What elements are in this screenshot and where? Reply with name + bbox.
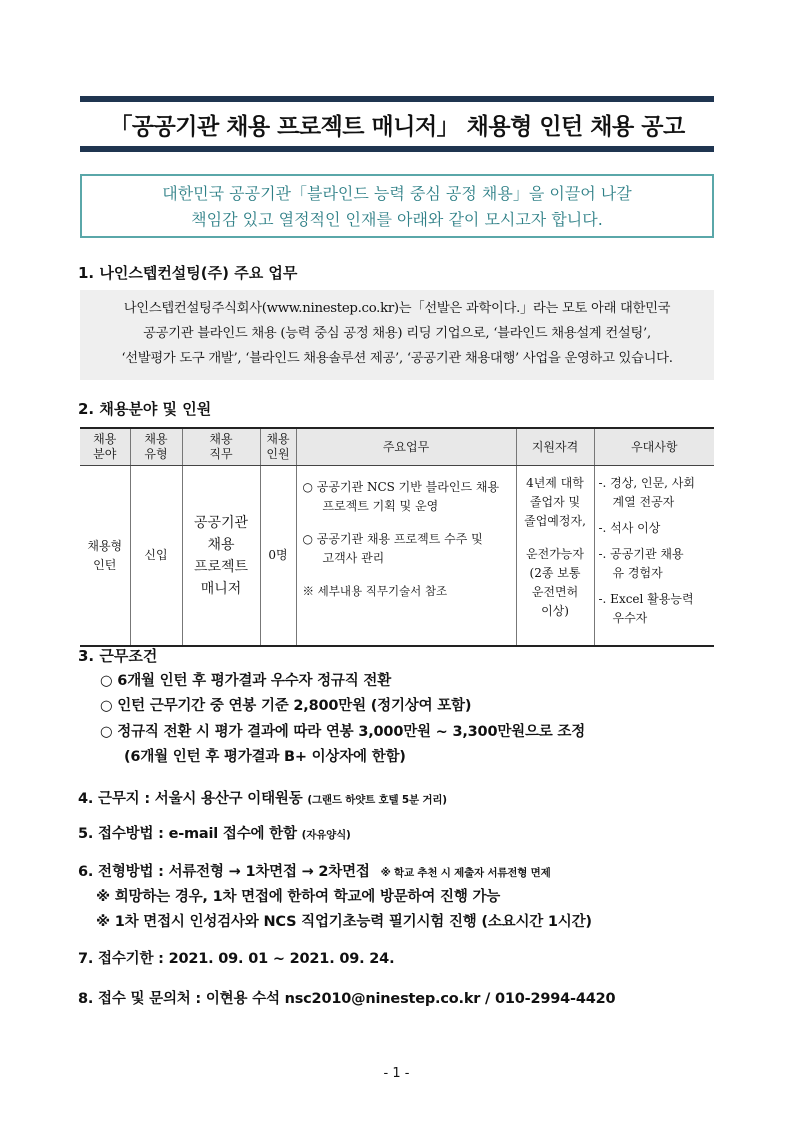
section-3-heading: 3. 근무조건 bbox=[78, 647, 158, 665]
section-6-process: 6. 전형방법 : 서류전형 → 1차면접 → 2차면접 ※ 학교 추천 시 제출자 서류전형 면제 bbox=[78, 864, 551, 880]
table-header-row bbox=[80, 428, 714, 466]
cell-qual: 4년제 대학 졸업자 및 졸업예정자, 운전가능자 (2종 보통 운전면허 이상) bbox=[516, 466, 594, 647]
cell-prefer: -. 경상, 인문, 사회 계열 전공자 -. 석사 이상 -. 공공기관 채용 유 경험자 -. Excel 활용능력 우수자 bbox=[594, 466, 714, 647]
header-count: 채용 인원 bbox=[260, 428, 296, 466]
cell-duty: ○ 공공기관 NCS 기반 블라인드 채용 프로젝트 기획 및 운영 ○ 공공기관 채용 프로젝트 수주 및 고객사 관리 ※ 세부내용 직무기술서 참조 bbox=[296, 466, 516, 647]
section-1-heading: 1. 나인스텝컨설팅(주) 주요 업무 bbox=[78, 264, 298, 282]
header-duty: 주요업무 bbox=[296, 428, 516, 466]
condition-item-2: ○ 인턴 근무기간 중 연봉 기준 2,800만원 (정기상여 포함) bbox=[100, 698, 472, 714]
intro-line-2: 책임감 있고 열정적인 인재를 아래와 같이 모시고자 합니다. bbox=[191, 210, 603, 229]
page-number: - 1 - bbox=[383, 1066, 410, 1081]
cell-field: 채용형 인턴 bbox=[80, 466, 130, 647]
process-line-3: ※ 1차 면접시 인성검사와 NCS 직업기초능력 필기시험 진행 (소요시간 1시간) bbox=[96, 914, 592, 930]
header-type: 채용 유형 bbox=[130, 428, 182, 466]
header-qual: 지원자격 bbox=[516, 428, 594, 466]
section-2-heading: 2. 채용분야 및 인원 bbox=[78, 400, 212, 418]
header-field: 채용 분야 bbox=[80, 428, 130, 466]
process-line-2: ※ 희망하는 경우, 1차 면접에 한하여 학교에 방문하여 진행 가능 bbox=[96, 889, 501, 905]
intro-line-1: 대한민국 공공기관「블라인드 능력 중심 공정 채용」을 이끌어 나갈 bbox=[162, 184, 632, 203]
section-8-contact: 8. 접수 및 문의처 : 이현용 수석 nsc2010@ninestep.co.kr / 010-2994-4420 bbox=[78, 991, 616, 1007]
company-line-2: 공공기관 블라인드 채용 (능력 중심 공정 채용) 리딩 기업으로, ‘블라인드 채용설계 컨설팅’, bbox=[143, 326, 651, 341]
section-4-location: 4. 근무지 : 서울시 용산구 이태원동 (그랜드 하얏트 호텔 5분 거리) bbox=[78, 791, 447, 807]
cell-count: 0명 bbox=[260, 466, 296, 647]
title-banner bbox=[80, 96, 714, 152]
condition-item-3-note: (6개월 인턴 후 평가결과 B+ 이상자에 한함) bbox=[124, 749, 406, 765]
cell-type: 신입 bbox=[130, 466, 182, 647]
page-title: 「공공기관 채용 프로젝트 매니저」 채용형 인턴 채용 공고 bbox=[109, 113, 685, 140]
cell-job: 공공기관 채용 프로젝트 매니저 bbox=[182, 466, 260, 647]
section-5-method: 5. 접수방법 : e-mail 접수에 한함 (자유양식) bbox=[78, 826, 351, 842]
method-note: (자유양식) bbox=[301, 829, 351, 841]
condition-item-1: ○ 6개월 인턴 후 평가결과 우수자 정규직 전환 bbox=[100, 673, 391, 689]
header-job: 채용 직무 bbox=[182, 428, 260, 466]
company-line-1: 나인스텝컨설팅주식회사(www.ninestep.co.kr)는「선발은 과학이다.」라는 모토 아래 대한민국 bbox=[123, 301, 671, 316]
location-note: (그랜드 하얏트 호텔 5분 거리) bbox=[307, 794, 447, 806]
intro-box bbox=[80, 174, 714, 238]
process-note: ※ 학교 추천 시 제출자 서류전형 면제 bbox=[380, 867, 551, 879]
table-row bbox=[80, 466, 714, 647]
company-description bbox=[80, 290, 714, 380]
section-7-deadline: 7. 접수기한 : 2021. 09. 01 ~ 2021. 09. 24. bbox=[78, 951, 395, 967]
header-prefer: 우대사항 bbox=[594, 428, 714, 466]
condition-item-3: ○ 정규직 전환 시 평가 결과에 따라 연봉 3,000만원 ~ 3,300만원으로 조정 bbox=[100, 724, 586, 740]
recruit-table bbox=[80, 427, 714, 647]
company-line-3: ‘선발평가 도구 개발’, ‘블라인드 채용솔루션 제공’, ‘공공기관 채용대행’ 사업을 운영하고 있습니다. bbox=[121, 351, 673, 366]
